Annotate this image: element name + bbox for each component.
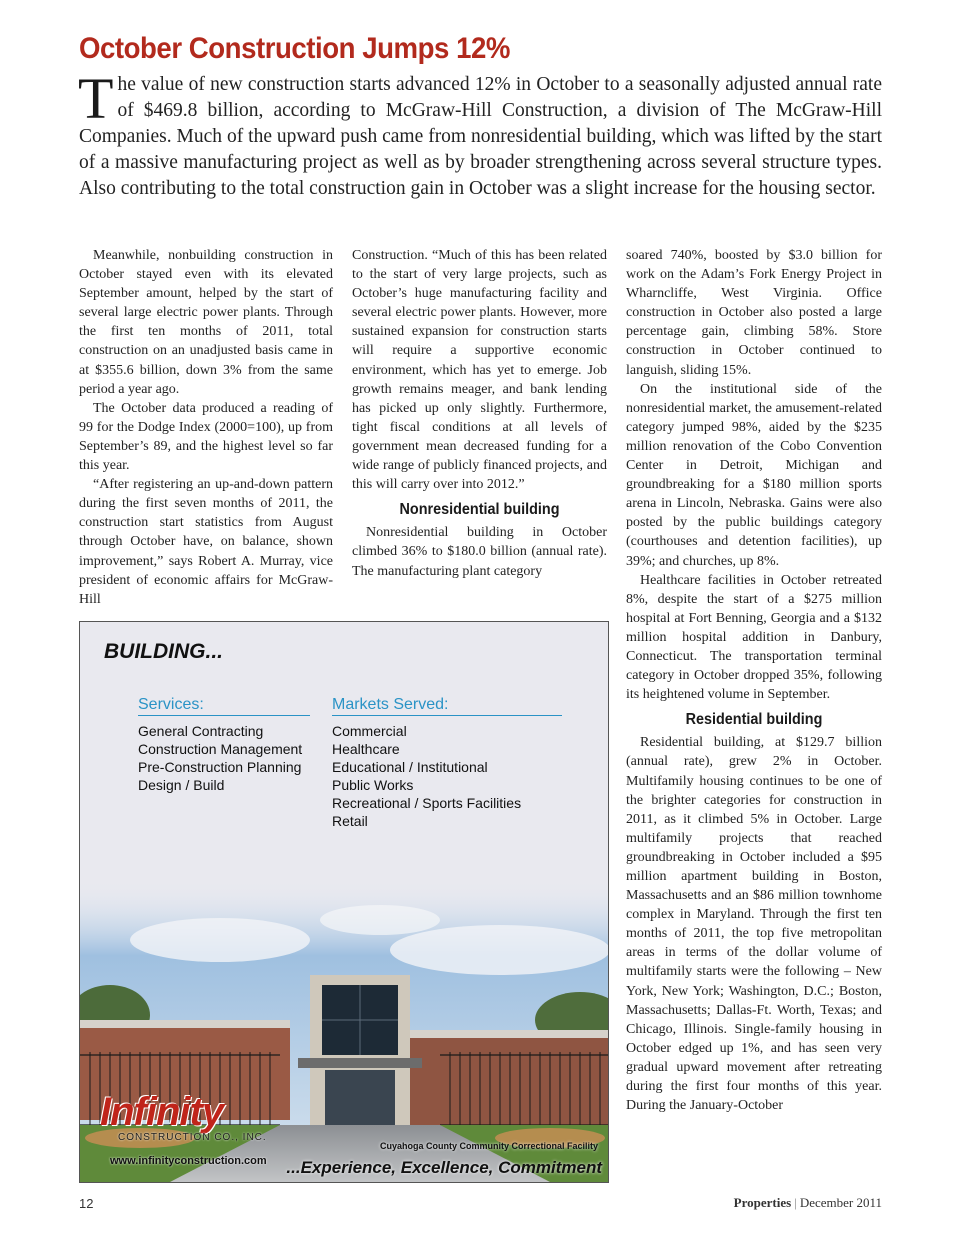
paragraph: Meanwhile, nonbuilding construction in October stayed even with its elevated September amount, helped by the start of several large electric power plants. Through the first ten months of 2011, total construction on an unadjusted basis came in at $355.6 billion, down 3% from the same period a year ago. bbox=[79, 248, 333, 397]
logo-subtitle: CONSTRUCTION CO., INC. bbox=[118, 1132, 267, 1143]
article-headline: October Construction Jumps 12% bbox=[79, 32, 510, 65]
service-item: Design / Build bbox=[138, 777, 225, 793]
ad-services bbox=[138, 696, 310, 794]
paragraph: Construction. “Much of this has been related to the start of very large projects, such as October’s huge manufacturing facility and several electric power plants. However, more sustained expansion for construction starts will require a supportive economic environment, which has yet to emerge. Job growth remains meager, and bank lending has picked up only slightly. Furthermore, tight fiscal conditions at all levels of government mean decreased funding for a wide range of publicly financed projects, and this will carry over into 2012.” bbox=[352, 248, 607, 493]
markets-heading: Markets Served: bbox=[332, 696, 562, 716]
issue-date: December 2011 bbox=[799, 1195, 882, 1210]
article-lede bbox=[78, 66, 882, 202]
ad-markets bbox=[332, 696, 562, 830]
logo-wordmark: Infinity bbox=[100, 1090, 224, 1134]
footer-separator: | bbox=[794, 1195, 797, 1210]
publication-footer bbox=[734, 1195, 882, 1211]
body-column-1 bbox=[79, 246, 333, 609]
market-item: Retail bbox=[332, 813, 368, 829]
paragraph: On the institutional side of the nonresidential market, the amusement-related category jumped 98%, aided by the $235 million renovation of the Cobo Convention Center in Detroit, Michigan and groundbreaking for a $180 million sports arena in Lincoln, Nebraska. Gains were also posted by the public buildings category (courthouses and detention facilities), up 39%; and churches, up 8%. bbox=[626, 381, 882, 569]
ad-tagline: ...Experience, Excellence, Commitment bbox=[286, 1158, 602, 1177]
paragraph: Nonresidential building in October climbed 36% to $180.0 billion (annual rate). The manufacturing plant category bbox=[352, 525, 607, 579]
company-logo bbox=[100, 1092, 300, 1143]
paragraph: Healthcare facilities in October retreated 8%, despite the start of a $275 million hospital at Fort Benning, Georgia and a $132 million hospital addition in Danbury, Connecticut. The transportation terminal category in October dropped 35%, following its heightened volume in September. bbox=[626, 572, 882, 703]
publication-name: Properties bbox=[733, 1195, 792, 1210]
paragraph: Residential building, at $129.7 billion (annual rate), grew 2% in October. Multifamily housing continues to be one of the brighter categories for construction in 2011, as it climbed 5% in October. Large multifamily projects that reached groundbreaking in October included a $95 million apartment building in Boston, Massachusetts and an $86 million townhome complex in Maryland. Through the first ten months of 2011, the top five metropolitan areas in terms of the dollar volume of multifamily starts were the following – New York, New York; Washington, D.C.; Boston, Massachusetts; Dallas-Ft. Worth, Texas; and Chicago, Illinois. Single-family housing in October edged up 1%, and has seen very gradual upward movement after retreating during the first four months of this year. During the January-October bbox=[626, 735, 882, 1114]
subheading-residential: Residential building bbox=[685, 711, 823, 729]
lede-text: he value of new construction starts advanced 12% in October to a seasonally adjusted annual rate of $469.8 billion, according to McGraw-Hill Construction, a division of The McGraw-Hill Companies. Much of the upward push came from nonresidential building, which was lifted by the start of a massive manufacturing project as well as by broader strengthening across several structure types. Also contributing to the total construction gain in October was a slight increase for the housing sector. bbox=[79, 74, 882, 199]
drop-cap: T bbox=[78, 66, 114, 131]
market-item: Commercial bbox=[332, 723, 407, 739]
body-column-2 bbox=[352, 246, 607, 581]
market-item: Public Works bbox=[332, 777, 414, 793]
service-item: General Contracting bbox=[138, 723, 264, 739]
advertisement[interactable] bbox=[79, 621, 609, 1183]
ad-website-link[interactable]: www.infinityconstruction.com bbox=[110, 1155, 267, 1167]
subheading-nonresidential: Nonresidential building bbox=[399, 501, 560, 519]
body-column-3 bbox=[626, 246, 882, 1115]
service-item: Pre-Construction Planning bbox=[138, 759, 302, 775]
paragraph: The October data produced a reading of 99 for the Dodge Index (2000=100), up from September’s 89, and the highest level so far this year. bbox=[79, 400, 333, 474]
market-item: Educational / Institutional bbox=[332, 759, 488, 775]
photo-caption: Cuyahoga County Community Correctional Facility bbox=[379, 1141, 598, 1151]
paragraph: soared 740%, boosted by $3.0 billion for work on the Adam’s Fork Energy Project in Wharncliffe, West Virginia. Office construction in October also posted a large percentage gain, climbing 58%. Store construction in October continued to languish, sliding 15%. bbox=[626, 248, 882, 378]
service-item: Construction Management bbox=[138, 741, 303, 757]
market-item: Healthcare bbox=[332, 741, 400, 757]
paragraph: “After registering an up-and-down pattern during the first seven months of 2011, the construction start statistics from August through October have, on balance, shown improvement,” says Robert A. Murray, vice president of economic affairs for McGraw-Hill bbox=[79, 477, 333, 607]
page-number: 12 bbox=[79, 1196, 94, 1211]
services-heading: Services: bbox=[138, 696, 310, 716]
market-item: Recreational / Sports Facilities bbox=[332, 795, 522, 811]
ad-title: BUILDING... bbox=[104, 640, 223, 663]
